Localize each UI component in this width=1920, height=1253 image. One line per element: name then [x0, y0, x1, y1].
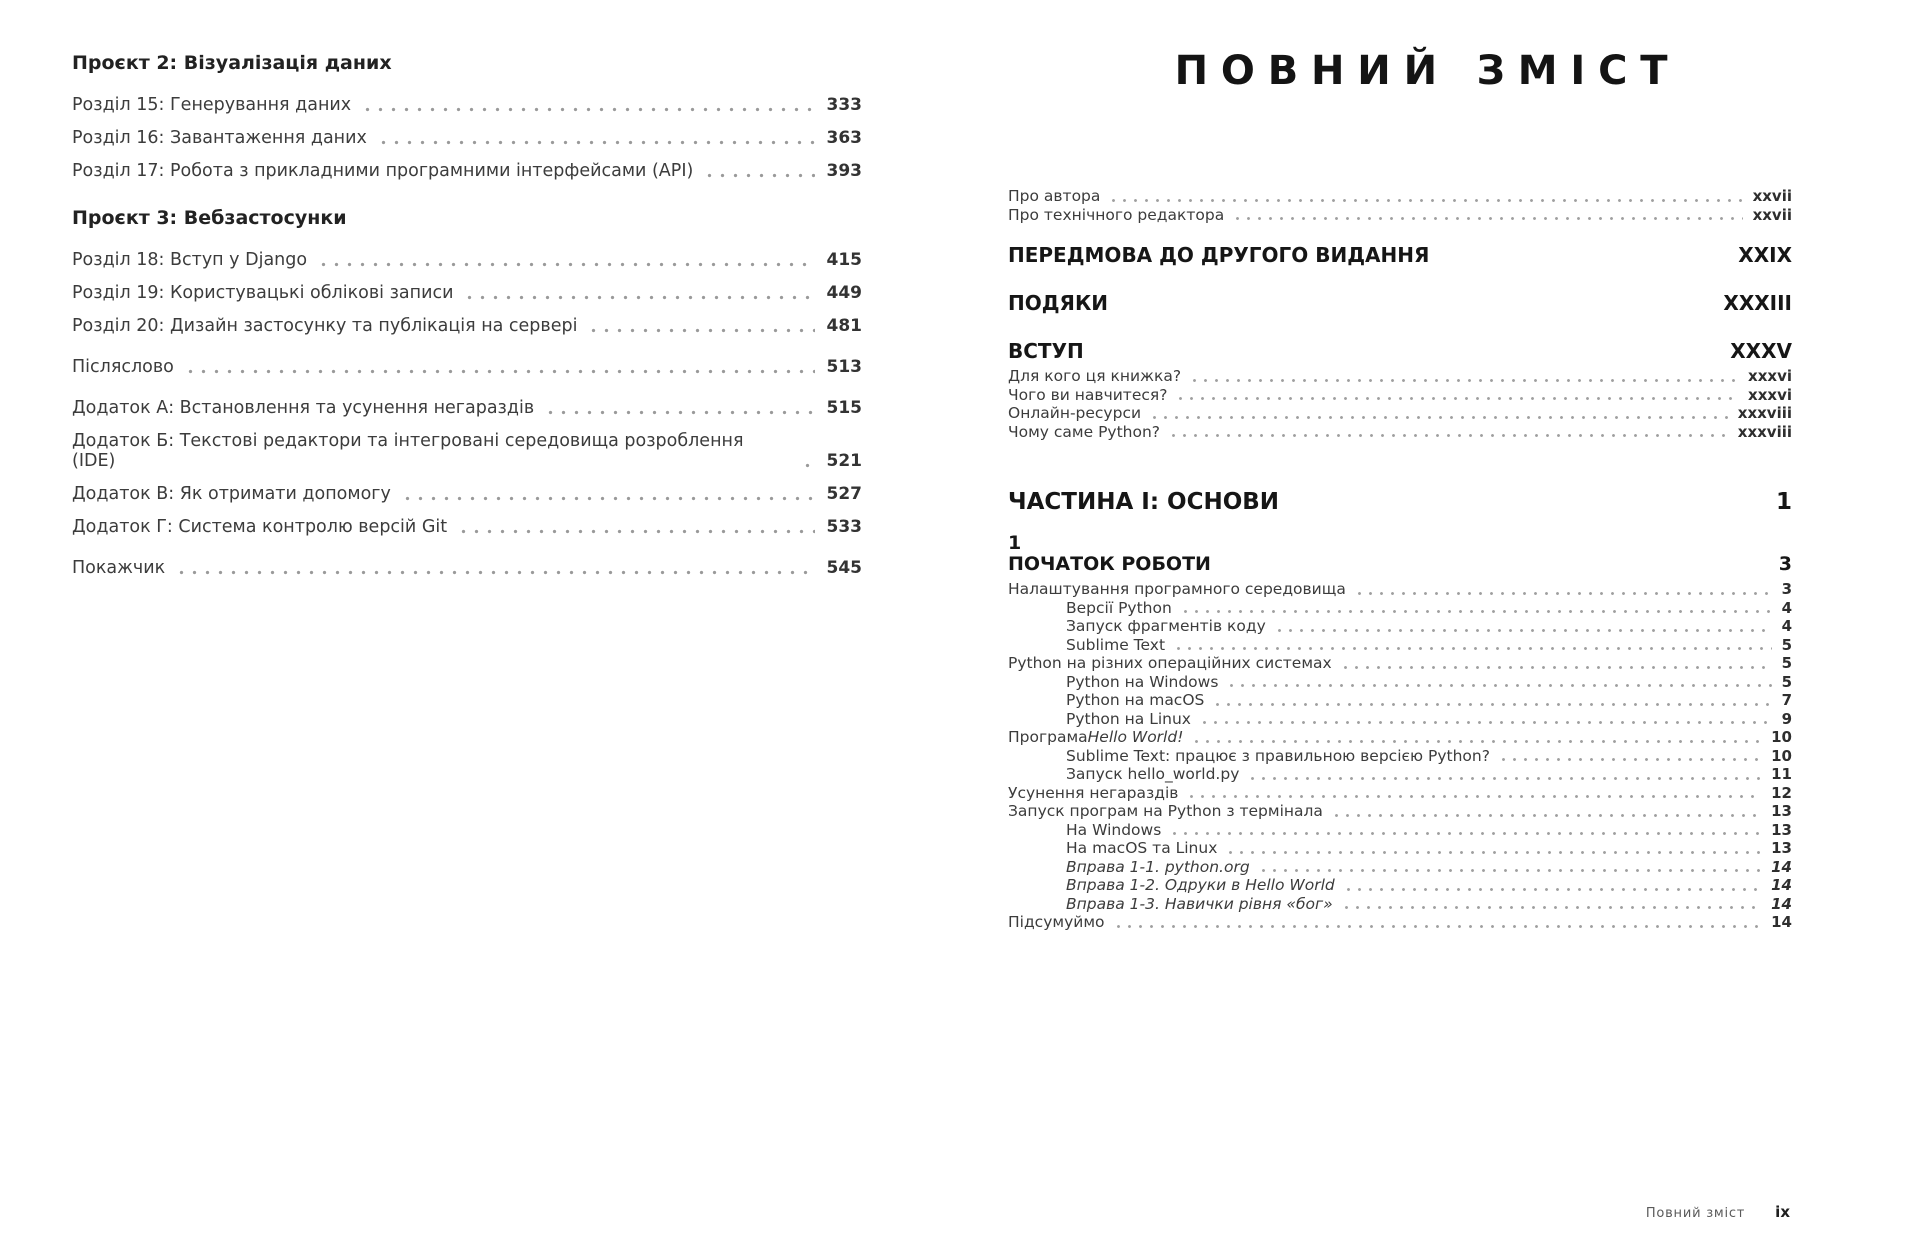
dot-leader [1354, 591, 1772, 596]
toc-entry-label: Післяслово [72, 357, 174, 377]
toc-entry-label: Підсумуймо [1008, 913, 1105, 931]
toc-entry-label: Python на різних операційних системах [1008, 654, 1332, 672]
part-heading-label: ЧАСТИНА I: ОСНОВИ [1008, 489, 1280, 515]
toc-entry [72, 161, 862, 181]
dot-leader [1180, 609, 1772, 614]
toc-entry-page: 545 [826, 558, 862, 578]
introduction-heading-page: XXXV [1730, 339, 1792, 363]
toc-entry-label: Чого ви навчитеся? [1008, 385, 1168, 404]
toc-entry-page: xxvii [1752, 187, 1792, 205]
toc-entry-label: Вправа 1-2. Одруки в Hello World [1066, 876, 1335, 894]
toc-entry-exercise [1008, 895, 1792, 914]
dot-leader [1168, 433, 1728, 438]
introduction-heading [1008, 339, 1792, 363]
toc-entry-page: xxxvi [1748, 385, 1792, 404]
toc-entry [1008, 728, 1792, 747]
dot-leader [401, 496, 815, 501]
toc-entry-label: Python на Windows [1066, 672, 1219, 691]
dot-leader [1226, 683, 1771, 688]
toc-entry-label: Розділ 17: Робота з прикладними програмними інтерфейсами (API) [72, 161, 694, 181]
toc-entry [1008, 367, 1792, 386]
toc-entry-label: Розділ 16: Завантаження даних [72, 128, 367, 148]
toc-entry-label: Розділ 19: Користувацькі облікові записи [72, 283, 454, 303]
toc-entry-label: Додаток Б: Текстові редактори та інтегровані середовища розроблення (IDE) [72, 431, 744, 471]
left-toc-page [72, 52, 862, 591]
part-heading [1008, 489, 1792, 516]
toc-entry [1008, 636, 1792, 655]
dot-leader [1189, 378, 1738, 383]
toc-entry-page: 527 [826, 484, 862, 504]
dot-leader [1175, 396, 1738, 401]
toc-entry-label: Про автора [1008, 187, 1101, 205]
toc-entry-label: Налаштування програмного середовища [1008, 580, 1346, 598]
dot-leader [1247, 776, 1761, 781]
dot-leader [801, 463, 815, 468]
toc-entry-page: xxxviii [1737, 422, 1792, 441]
dot-leader [544, 410, 814, 415]
dot-leader [1343, 887, 1761, 892]
toc-entry-page: xxxviii [1737, 404, 1792, 422]
preface-heading-page: XXIX [1738, 243, 1792, 267]
dot-leader [587, 328, 814, 333]
toc-entry-label: Sublime Text [1066, 635, 1166, 654]
toc-entry-page: 5 [1781, 635, 1792, 654]
toc-entry-label: Додаток Г: Система контролю версій Git [72, 517, 448, 537]
toc-entry-label: Вправа 1-3. Навички рівня «бог» [1066, 894, 1333, 913]
toc-entry [1008, 784, 1792, 803]
preface-heading [1008, 243, 1792, 267]
toc-entry-page: 13 [1771, 839, 1792, 857]
dot-leader [1212, 702, 1771, 707]
toc-entry-appendix [72, 398, 862, 418]
toc-entry [72, 250, 862, 270]
toc-entry [1008, 187, 1792, 206]
chapter-heading-label: ПОЧАТОК РОБОТИ [1008, 553, 1211, 575]
toc-entry [72, 283, 862, 303]
section-heading: Проєкт 2: Візуалізація даних [72, 52, 392, 74]
toc-entry-page: 4 [1781, 617, 1792, 635]
toc-entry [1008, 580, 1792, 599]
toc-entry-page: 14 [1771, 857, 1792, 876]
toc-entry-page: 10 [1771, 728, 1792, 746]
toc-entry-page: 521 [826, 451, 862, 471]
toc-entry-page: 415 [826, 250, 862, 270]
toc-entry [1008, 691, 1792, 710]
toc-entry [72, 128, 862, 148]
toc-entry-page: 481 [826, 316, 862, 336]
dot-leader [457, 529, 814, 534]
preface-heading-label: ПЕРЕДМОВА ДО ДРУГОГО ВИДАННЯ [1008, 243, 1430, 267]
toc-entry-page: 5 [1781, 654, 1792, 672]
toc-entry-label: Запуск програм на Python з термінала [1008, 802, 1323, 820]
dot-leader [1340, 665, 1772, 670]
toc-entry [1008, 839, 1792, 858]
toc-entry-label: Онлайн-ресурси [1008, 404, 1142, 422]
dot-leader [463, 295, 814, 300]
footer-page-number: ix [1775, 1203, 1790, 1221]
toc-entry-label: Усунення негараздів [1008, 783, 1179, 802]
toc-entry [1008, 404, 1792, 423]
footer-section-label: Повний зміст [1645, 1206, 1746, 1221]
toc-entry-page: xxvii [1752, 205, 1792, 224]
toc-entry-afterword [72, 357, 862, 377]
page-title: ПОВНИЙ ЗМІСТ [1174, 48, 1681, 94]
toc-entry-label: Додаток В: Як отримати допомогу [72, 484, 391, 504]
toc-entry [1008, 617, 1792, 636]
toc-entry-index [72, 558, 862, 578]
acknowledgments-heading-label: ПОДЯКИ [1008, 291, 1109, 315]
toc-entry-label: Запуск hello_world.py [1066, 765, 1240, 783]
dot-leader [1199, 720, 1772, 725]
toc-entry-page: xxxvi [1748, 367, 1792, 385]
toc-entry [1008, 710, 1792, 729]
dot-leader [1173, 646, 1772, 651]
toc-entry-page: 3 [1781, 580, 1792, 598]
toc-entry-exercise [1008, 858, 1792, 877]
dot-leader [1113, 924, 1762, 929]
dot-leader [175, 570, 814, 575]
toc-entry-page: 13 [1771, 820, 1792, 839]
toc-entry-page: 7 [1781, 691, 1792, 709]
acknowledgments-heading-page: XXXIII [1723, 291, 1792, 315]
introduction-heading-label: ВСТУП [1008, 339, 1084, 363]
chapter-heading-page: 3 [1778, 553, 1792, 575]
toc-entry-label: Розділ 15: Генерування даних [72, 95, 352, 115]
toc-entry-page: 10 [1771, 746, 1792, 765]
dot-leader [377, 140, 815, 145]
toc-entry [1008, 747, 1792, 766]
toc-entry [1008, 765, 1792, 784]
toc-entry-page: 4 [1781, 598, 1792, 617]
page-footer [1646, 1203, 1790, 1221]
toc-entry-appendix [72, 484, 862, 504]
toc-entry [1008, 821, 1792, 840]
toc-entry-label: Запуск фрагментів коду [1066, 617, 1266, 635]
toc-entry [1008, 386, 1792, 405]
toc-entry-label-italic: Hello World! [1087, 728, 1184, 746]
toc-entry-exercise [1008, 876, 1792, 895]
dot-leader [1186, 794, 1761, 799]
toc-entry-page: 533 [826, 517, 862, 537]
chapter-number: 1 [1008, 532, 1022, 554]
toc-entry-page: 14 [1771, 913, 1792, 931]
toc-entry-page: 14 [1771, 876, 1792, 894]
toc-entry [1008, 599, 1792, 618]
toc-entry [1008, 654, 1792, 673]
toc-entry-label: Розділ 20: Дизайн застосунку та публікація на сервері [72, 316, 578, 336]
toc-entry-page: 515 [826, 398, 862, 418]
toc-entry-label: На macOS та Linux [1066, 839, 1218, 857]
toc-entry-page: 333 [826, 95, 862, 115]
toc-entry-page: 5 [1781, 672, 1792, 691]
toc-entry-label: Вправа 1-1. python.org [1066, 857, 1250, 876]
toc-entry-label: Для кого ця книжка? [1008, 367, 1182, 385]
toc-entry-label: Sublime Text: працює з правильною версією Python? [1066, 746, 1490, 765]
part-heading-page: 1 [1775, 489, 1792, 515]
toc-entry-label: Python на macOS [1066, 691, 1205, 709]
dot-leader [1274, 628, 1772, 633]
acknowledgments-heading [1008, 291, 1792, 315]
toc-entry-page: 9 [1781, 709, 1792, 728]
toc-entry-page: 12 [1771, 783, 1792, 802]
dot-leader [1498, 757, 1761, 762]
toc-entry-label: Python на Linux [1066, 709, 1191, 728]
dot-leader [1232, 216, 1742, 221]
toc-entry-page: 363 [826, 128, 862, 148]
dot-leader [1331, 813, 1761, 818]
toc-entry [1008, 913, 1792, 932]
toc-entry-page: 449 [826, 283, 862, 303]
dot-leader [1191, 739, 1761, 744]
chapter-heading [1008, 553, 1792, 575]
toc-entry-label: Про технічного редактора [1008, 205, 1225, 224]
toc-entry-label: На Windows [1066, 820, 1162, 839]
toc-entry-page: 11 [1771, 765, 1792, 783]
toc-entry-page: 14 [1771, 894, 1792, 913]
toc-entry [72, 316, 862, 336]
toc-entry-label: Покажчик [72, 558, 166, 578]
toc-entry-label: Версії Python [1066, 598, 1172, 617]
toc-entry-appendix [72, 517, 862, 537]
dot-leader [1225, 850, 1761, 855]
toc-entry [1008, 673, 1792, 692]
toc-entry-label: Додаток А: Встановлення та усунення негараздів [72, 398, 535, 418]
toc-entry-page: 513 [826, 357, 862, 377]
dot-leader [317, 262, 814, 267]
toc-entry-label: Програма [1008, 728, 1088, 746]
dot-leader [1258, 868, 1761, 873]
toc-entry-label: Розділ 18: Вступ у Django [72, 250, 308, 270]
dot-leader [361, 107, 814, 112]
right-toc-page [1008, 40, 1792, 932]
dot-leader [1108, 198, 1742, 203]
toc-entry-appendix [72, 431, 862, 471]
toc-entry [1008, 802, 1792, 821]
dot-leader [1341, 905, 1761, 910]
toc-entry [1008, 423, 1792, 442]
toc-entry-page: 13 [1771, 802, 1792, 820]
section-heading: Проєкт 3: Вебзастосунки [72, 207, 347, 229]
toc-entry-label: Чому саме Python? [1008, 422, 1161, 441]
dot-leader [703, 173, 814, 178]
toc-entry [72, 95, 862, 115]
toc-entry-page: 393 [826, 161, 862, 181]
dot-leader [1149, 415, 1728, 420]
dot-leader [1169, 831, 1761, 836]
toc-entry [1008, 206, 1792, 225]
dot-leader [184, 369, 815, 374]
